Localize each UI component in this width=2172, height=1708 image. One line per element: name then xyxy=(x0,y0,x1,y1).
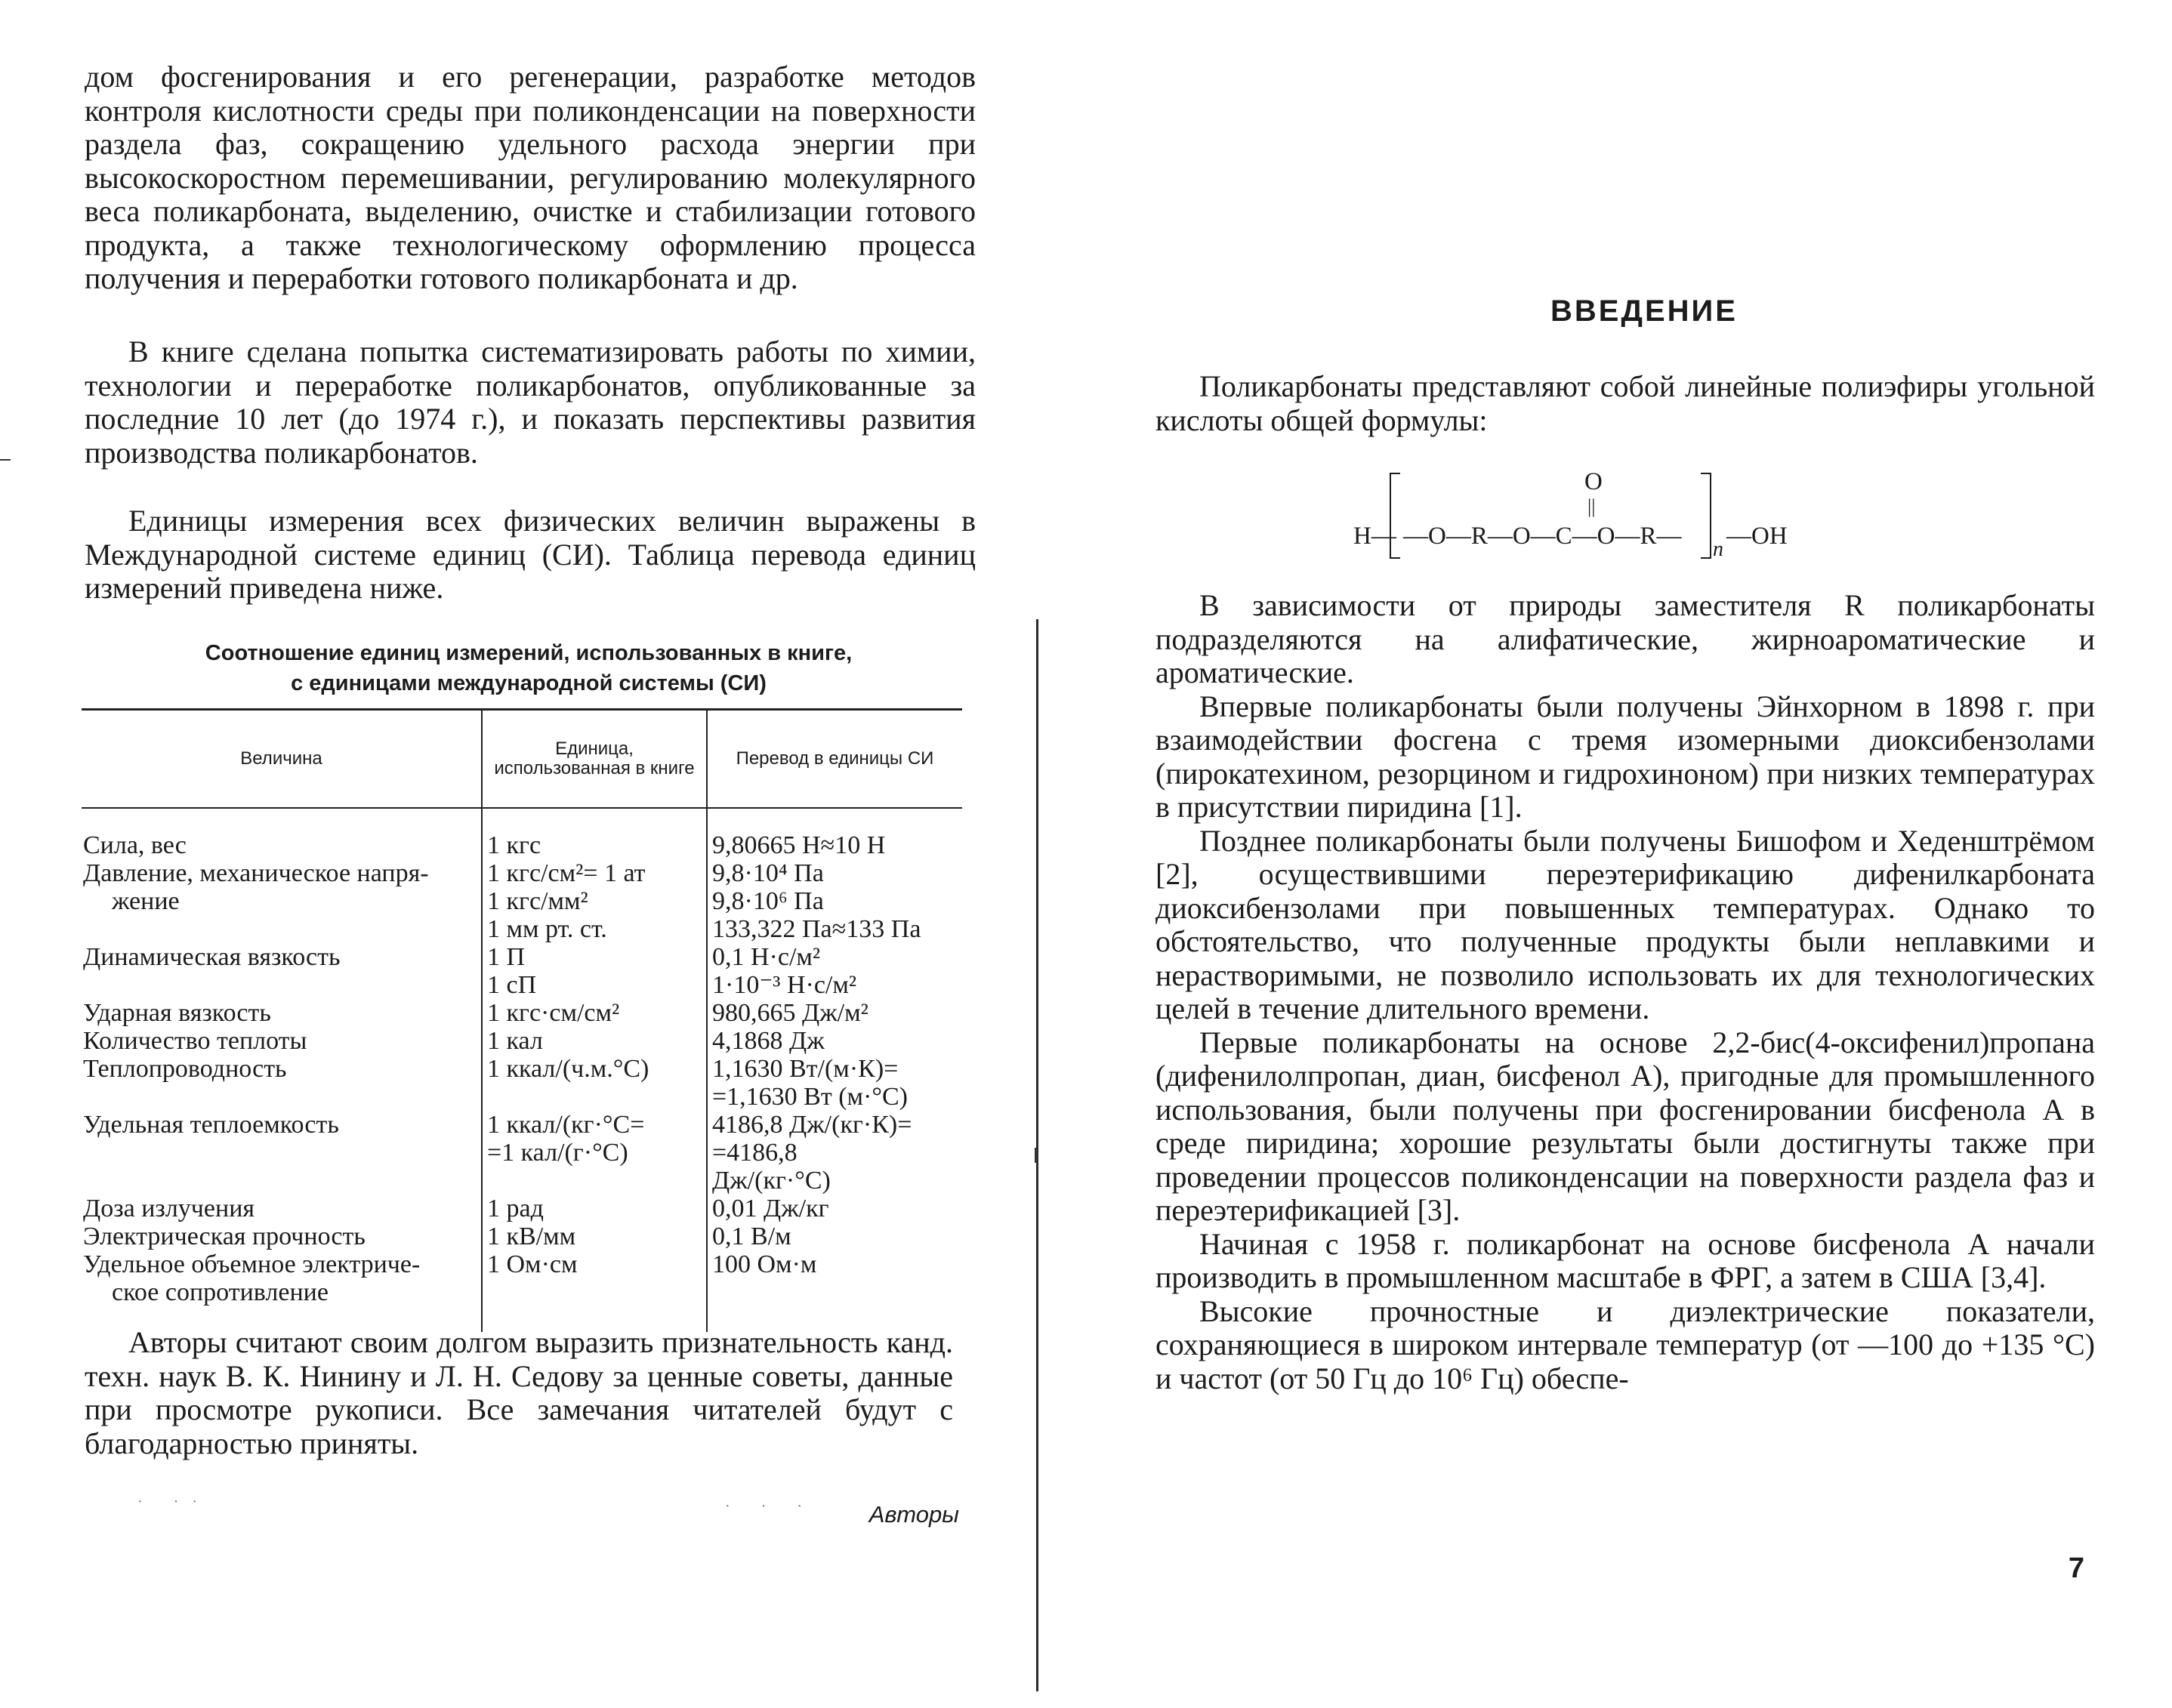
quantity-cell xyxy=(82,1027,482,1055)
quantity-name: Сила, вес xyxy=(83,831,187,859)
print-speck: · ·· xyxy=(137,1494,211,1510)
quantity-name-continued: ское сопротивление xyxy=(112,1278,329,1306)
quantity-name: Доза излучения xyxy=(83,1195,255,1222)
table-row xyxy=(82,1027,962,1055)
book-unit-cell: 1 кгс·см/см² xyxy=(482,999,707,1027)
bischoff-paragraph xyxy=(1155,825,2095,1026)
formula-subscript: n xyxy=(1713,538,1723,561)
si-unit-cell: 0,1 В/м xyxy=(707,1222,962,1250)
book-scope-text: В книге сделана попытка систематизировать работы по химии, технологии и переработке поликарбонатов, опубликованные за последние 10 лет (до 1974 г.), и показать перспективы развития производства поликарбонатов. xyxy=(85,335,976,470)
table-row xyxy=(82,1250,962,1332)
book-unit-cell: 1 П 1 сП xyxy=(482,943,707,999)
table-row xyxy=(82,943,962,999)
quantity-name: Динамическая вязкость xyxy=(83,943,341,971)
table-header-row xyxy=(82,710,962,809)
si-unit-cell: 980,665 Дж/м² xyxy=(707,999,962,1027)
quantity-cell xyxy=(82,1055,482,1111)
formula-suffix: —OH xyxy=(1726,523,1788,550)
book-unit-cell: 1 кал xyxy=(482,1027,707,1055)
left-page xyxy=(0,0,1042,1708)
classification-text: В зависимости от природы заместителя R поликарбонаты подразделяются на алифатические, жирноароматические и ароматические. xyxy=(1155,588,2095,689)
production-paragraph xyxy=(1155,1228,2095,1295)
table-row xyxy=(82,808,962,859)
table-row xyxy=(82,1055,962,1111)
formula-chain: —O—R—O—C—O—R— xyxy=(1403,523,1682,550)
quantity-name: Удельное объемное электриче- xyxy=(83,1250,421,1278)
quantity-name: Количество теплоты xyxy=(83,1027,307,1055)
quantity-cell xyxy=(82,859,482,943)
intro-paragraph: дом фосгенирования и его регенерации, разработке методов контроля кислотности среды при поликонденсации на поверхности раздела фаз, сокращению удельного расхода энергии при высокоскоростном перемешивании, регулированию молекулярного веса поликарбоната, выделению, очистке и стабилизации готового продукта, а также технологическому оформлению процесса получения и переработки готового поликарбоната и др. xyxy=(85,60,976,295)
si-unit-cell: 0,1 Н·с/м² 1·10⁻³ Н·с/м² xyxy=(707,943,962,999)
quantity-cell xyxy=(82,1222,482,1250)
si-unit-cell: 100 Ом·м xyxy=(707,1250,962,1332)
quantity-cell xyxy=(82,999,482,1027)
si-unit-cell: 9,8·10⁴ Па 9,8·10⁶ Па 133,322 Па≈133 Па xyxy=(707,859,962,943)
units-paragraph xyxy=(85,504,976,606)
formula-prefix: H— xyxy=(1353,523,1396,550)
si-unit-cell: 0,01 Дж/кг xyxy=(707,1195,962,1222)
book-unit-cell: 1 ккал/(ч.м.°С) xyxy=(482,1055,707,1111)
book-unit-cell: 1 кВ/мм xyxy=(482,1222,707,1250)
table-row xyxy=(82,859,962,943)
formula-bracket-right xyxy=(1701,473,1711,559)
bischoff-text: Позднее поликарбонаты были получены Бишофом и Хеденштрёмом [2], осуществившими переэтерификацию дифенилкарбоната диоксибензолами при повышенных температурах. Однако то обстоятельство, что полученные продукты были неплавкими и нерастворимыми, не позволило использовать их для технологических целей в течение длительного времени. xyxy=(1155,823,2095,1025)
page-number: 7 xyxy=(2068,1552,2084,1584)
definition-paragraph xyxy=(1155,370,2095,437)
book-scope-paragraph xyxy=(85,335,976,470)
units-conversion-table xyxy=(82,708,962,1332)
book-unit-cell: 1 кгс/см²= 1 ат 1 кгс/мм² 1 мм рт. ст. xyxy=(482,859,707,943)
formula-bracket-left xyxy=(1390,473,1400,559)
table-caption xyxy=(83,638,974,698)
table-row xyxy=(82,999,962,1027)
table-caption-line-1: Соотношение единиц измерений, использованных в книге, xyxy=(205,641,853,665)
classification-paragraph xyxy=(1155,589,2095,690)
right-page xyxy=(1042,0,2172,1708)
quantity-name: Электрическая прочность xyxy=(83,1222,366,1250)
quantity-cell xyxy=(82,1195,482,1222)
acknowledgement-text: Авторы считают своим долгом выразить признательность канд. техн. наук В. К. Нинину и Л. Н. Седову за ценные советы, данные при просмотре рукописи. Все замечания читателей будут с благодарностью приняты. xyxy=(85,1325,953,1460)
book-unit-cell: 1 кгс xyxy=(482,808,707,859)
book-unit-cell: 1 Ом·см xyxy=(482,1250,707,1332)
quantity-cell xyxy=(82,1111,482,1195)
quantity-cell xyxy=(82,1250,482,1332)
book-unit-cell: 1 рад xyxy=(482,1195,707,1222)
si-unit-cell: 4186,8 Дж/(кг·К)= =4186,8 Дж/(кг·°С) xyxy=(707,1111,962,1195)
si-unit-cell: 1,1630 Вт/(м·К)= =1,1630 Вт (м·°С) xyxy=(707,1055,962,1111)
book-unit-cell: 1 ккал/(кг·°С= =1 кал/(г·°С) xyxy=(482,1111,707,1195)
properties-text: Высокие прочностные и диэлектрические показатели, сохраняющиеся в широком интервале температур (от —100 до +135 °С) и частот (от 50 Гц до 10⁶ Гц) обеспе- xyxy=(1155,1293,2095,1395)
header-book-unit: Единица, использованная в книге xyxy=(482,710,707,809)
table-row xyxy=(82,1111,962,1195)
spine-mark xyxy=(1035,1148,1038,1163)
history-text-block xyxy=(1155,589,2095,1395)
acknowledgement-paragraph xyxy=(85,1326,953,1460)
table-row xyxy=(82,1195,962,1222)
si-unit-cell: 4,1868 Дж xyxy=(707,1027,962,1055)
quantity-name: Удельная теплоемкость xyxy=(83,1111,339,1139)
scan-mark xyxy=(0,459,11,461)
quantity-name: Теплопроводность xyxy=(83,1055,287,1083)
einhorn-text: Впервые поликарбонаты были получены Эйнхорном в 1898 г. при взаимодействии фосгена с тремя изомерными диоксибензолами (пирокатехином, резорцином и гидрохиноном) при низких температурах в присутствии пиридина [1]. xyxy=(1155,689,2095,824)
print-speck: · · · xyxy=(725,1498,816,1515)
properties-paragraph xyxy=(1155,1295,2095,1396)
quantity-cell xyxy=(82,943,482,999)
header-si-unit: Перевод в единицы СИ xyxy=(707,710,962,809)
table-row xyxy=(82,1222,962,1250)
header-quantity: Величина xyxy=(82,710,482,809)
signature: Авторы xyxy=(868,1501,959,1528)
formula-double-bond: || xyxy=(1587,495,1596,517)
chapter-heading: ВВЕДЕНИЕ xyxy=(1550,294,1738,328)
table-caption-line-2: с единицами международной системы (СИ) xyxy=(291,671,767,695)
einhorn-paragraph xyxy=(1155,690,2095,825)
bisphenol-text: Первые поликарбонаты на основе 2,2-бис(4-оксифенил)пропана (дифенилолпропан, диан, бисфенол А), пригодные для промышленного использования, были получены при фосгенировании бисфенола А в среде пиридина; хорошие результаты были достигнуты также при проведении процессов поликонденсации на поверхности раздела фаз и переэтерификацией [3]. xyxy=(1155,1025,2095,1227)
si-unit-cell: 9,80665 Н≈10 Н xyxy=(707,808,962,859)
quantity-name: Ударная вязкость xyxy=(83,999,271,1027)
units-text: Единицы измерения всех физических величин выражены в Международной системе единиц (СИ). Таблица перевода единиц измерений приведена ниже. xyxy=(85,504,976,605)
definition-text: Поликарбонаты представляют собой линейные полиэфиры угольной кислоты общей формулы: xyxy=(1155,369,2095,437)
bisphenol-paragraph xyxy=(1155,1026,2095,1228)
polycarbonate-formula xyxy=(1352,462,1979,583)
quantity-cell xyxy=(82,808,482,859)
quantity-name: Давление, механическое напря- xyxy=(83,859,429,887)
quantity-name-continued: жение xyxy=(112,887,180,915)
production-text: Начиная с 1958 г. поликарбонат на основе бисфенола А начали производить в промышленном масштабе в ФРГ, а затем в США [3,4]. xyxy=(1155,1226,2095,1294)
formula-oxygen: O xyxy=(1584,468,1603,495)
